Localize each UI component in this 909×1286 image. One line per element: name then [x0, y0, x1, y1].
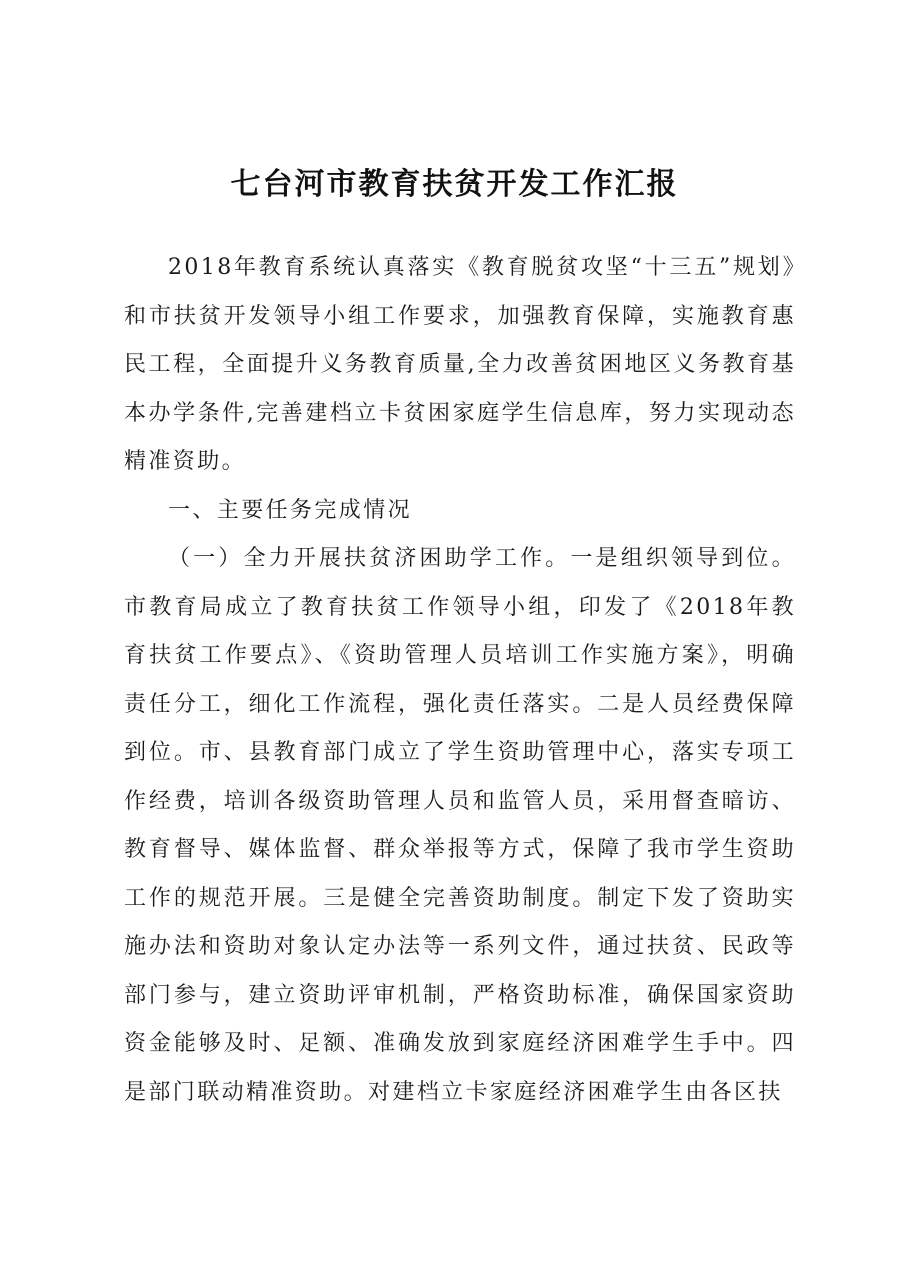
intro-paragraph: 2018年教育系统认真落实《教育脱贫攻坚“十三五”规划》和市扶贫开发领导小组工作要求，加强教育保障，实施教育惠民工程，全面提升义务教育质量,全力改善贫困地区义务教育基本办学条件,完善建档立卡贫困家庭学生信息库，努力实现动态精准资助。: [124, 255, 796, 474]
document-title: 七台河市教育扶贫开发工作汇报: [230, 167, 679, 202]
section-paragraph: （一）全力开展扶贫济困助学工作。一是组织领导到位。市教育局成立了教育扶贫工作领导小组，印发了《2018年教育扶贫工作要点》、《资助管理人员培训工作实施方案》，明确责任分工，细化工作流程，强化责任落实。二是人员经费保障到位。市、县教育部门成立了学生资助管理中心，落实专项工作经费，培训各级资助管理人员和监管人员，采用督查暗访、教育督导、媒体监督、群众举报等方式，保障了我市学生资助工作的规范开展。三是健全完善资助制度。制定下发了资助实施办法和资助对象认定办法等一系列文件，通过扶贫、民政等部门参与，建立资助评审机制，严格资助标准，确保国家资助资金能够及时、足额、准确发放到家庭经济困难学生手中。四是部门联动精准资助。对建档立卡家庭经济困难学生由各区扶: [124, 546, 796, 1105]
document-body: [124, 244, 796, 1117]
section-heading: 一、主要任务完成情况: [168, 497, 413, 523]
